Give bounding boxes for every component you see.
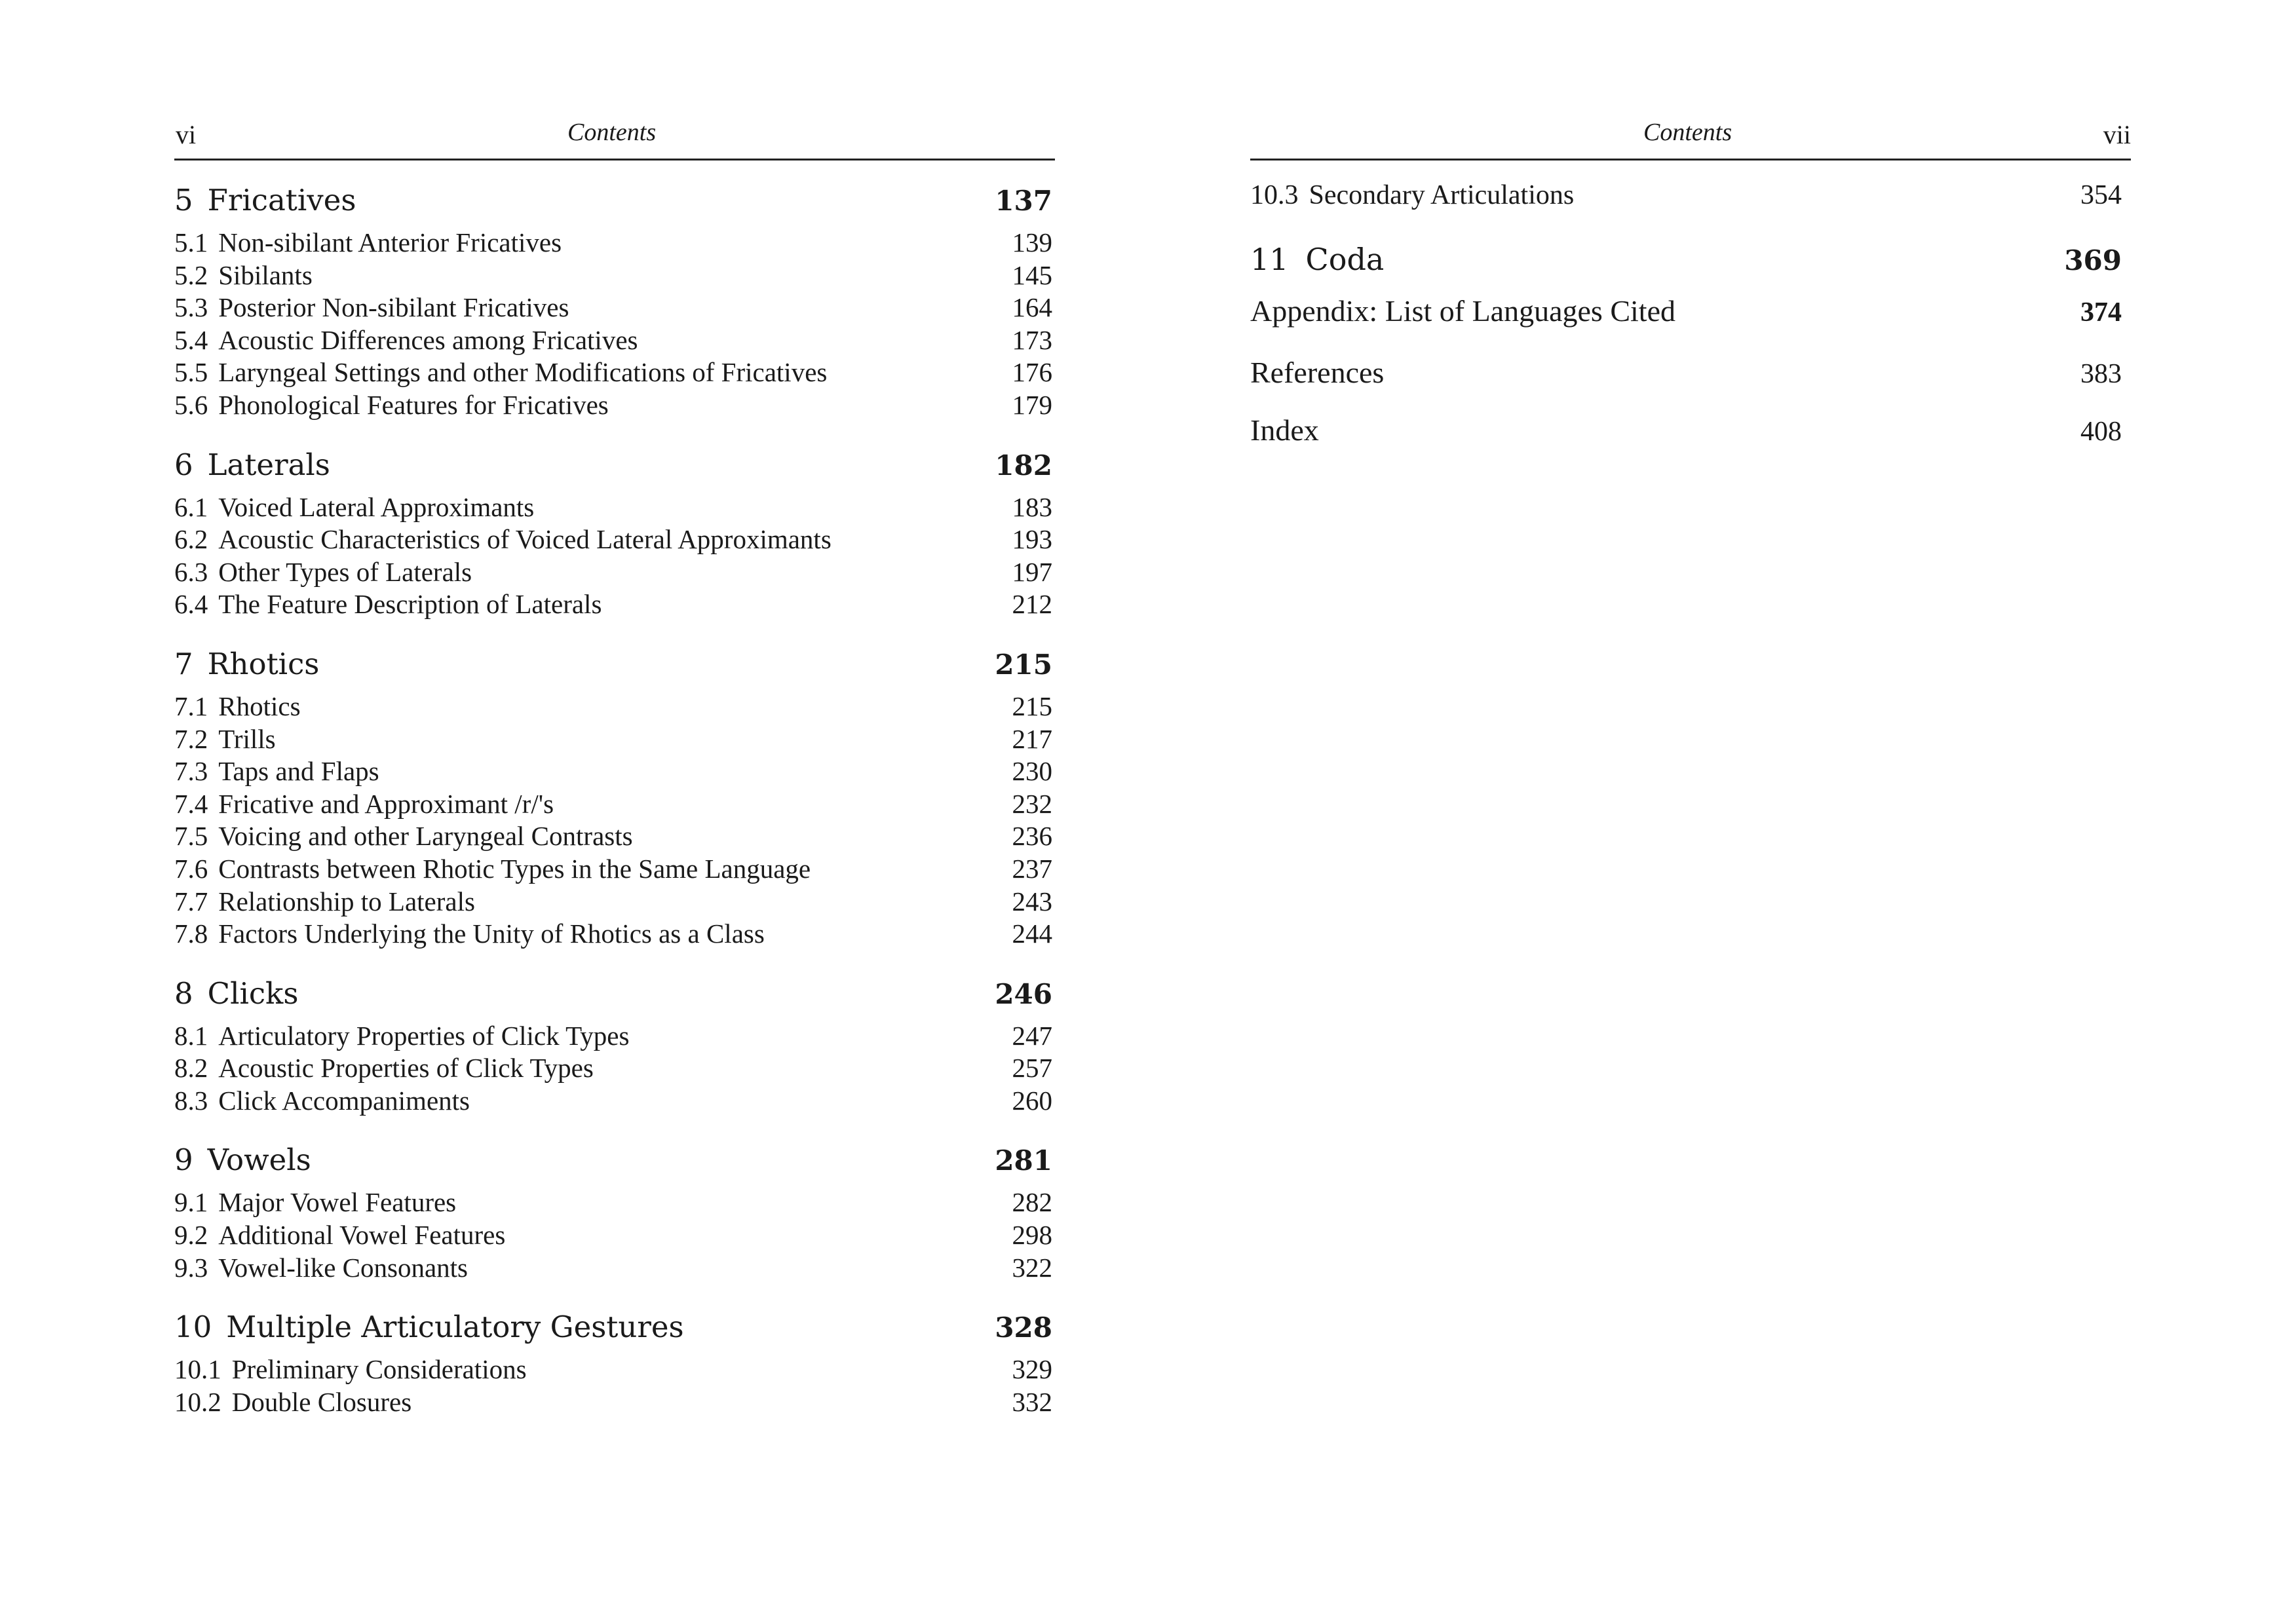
chapter-number: 9 — [174, 1142, 193, 1178]
chapter-heading[interactable] — [1250, 236, 2131, 283]
toc-chapter — [174, 641, 1055, 951]
chapter-heading[interactable] — [174, 442, 1055, 489]
section-number: 5.6 — [174, 389, 208, 420]
section-title: The Feature Description of Laterals — [218, 589, 602, 620]
chapter-title: Rhotics — [207, 646, 320, 681]
running-title: Contents — [567, 119, 657, 146]
chapter-title: Coda — [1305, 242, 1385, 277]
section-page: 217 — [1012, 723, 1052, 754]
section-title: Major Vowel Features — [218, 1187, 457, 1218]
chapter-number: 11 — [1250, 242, 1289, 277]
references-title: References — [1250, 356, 1385, 389]
toc-section[interactable] — [174, 853, 1055, 886]
toc-section[interactable] — [174, 588, 1055, 621]
section-number: 7.6 — [174, 853, 208, 884]
toc-index[interactable] — [1250, 407, 2131, 453]
toc-section[interactable] — [174, 1219, 1055, 1252]
left-page-header — [174, 115, 1055, 161]
chapter-heading[interactable] — [174, 641, 1055, 688]
index-page: 408 — [2080, 417, 2122, 447]
section-page: 193 — [1012, 524, 1052, 555]
toc-section[interactable] — [174, 491, 1055, 524]
chapter-page: 369 — [2064, 244, 2122, 276]
section-title: Preliminary Considerations — [231, 1354, 527, 1385]
chapter-page: 182 — [995, 449, 1052, 482]
section-number: 9.3 — [174, 1252, 208, 1283]
section-page: 197 — [1012, 556, 1052, 587]
chapter-heading[interactable] — [174, 1137, 1055, 1184]
chapter-page: 215 — [995, 648, 1052, 681]
toc-section[interactable] — [174, 918, 1055, 951]
chapter-number: 7 — [174, 646, 193, 681]
section-page: 322 — [1012, 1252, 1052, 1283]
section-number: 7.8 — [174, 918, 208, 949]
section-number: 10.3 — [1250, 180, 1299, 210]
toc-references[interactable] — [1250, 350, 2131, 396]
table-of-contents-continued — [1250, 176, 2131, 453]
appendix-page: 374 — [2080, 297, 2122, 328]
section-number: 7.5 — [174, 821, 208, 852]
section-title: Acoustic Properties of Click Types — [218, 1053, 594, 1084]
section-page: 236 — [1012, 821, 1052, 852]
section-number: 10.2 — [174, 1386, 221, 1417]
section-title: Acoustic Characteristics of Voiced Lateral Approximants — [218, 524, 832, 555]
section-title: Articulatory Properties of Click Types — [218, 1020, 630, 1051]
toc-section[interactable] — [174, 1020, 1055, 1053]
chapter-page: 246 — [995, 977, 1052, 1010]
references-page: 383 — [2080, 359, 2122, 389]
toc-section[interactable] — [174, 1085, 1055, 1118]
section-title: Secondary Articulations — [1309, 180, 1575, 210]
section-page: 247 — [1012, 1020, 1052, 1051]
toc-chapter — [174, 1304, 1055, 1418]
toc-section[interactable] — [174, 788, 1055, 821]
toc-chapter — [174, 442, 1055, 621]
section-number: 6.3 — [174, 556, 208, 587]
section-number: 6.1 — [174, 491, 208, 522]
toc-section[interactable] — [174, 556, 1055, 589]
toc-section[interactable] — [174, 1052, 1055, 1085]
section-page: 230 — [1012, 756, 1052, 787]
page-folio: vi — [176, 120, 197, 149]
chapter-number: 5 — [174, 183, 193, 217]
chapter-number: 8 — [174, 975, 193, 1011]
section-number: 7.3 — [174, 756, 208, 787]
section-page: 145 — [1012, 259, 1052, 290]
section-page: 212 — [1012, 589, 1052, 620]
chapter-title: Vowels — [207, 1142, 311, 1178]
section-title: Non-sibilant Anterior Fricatives — [218, 227, 562, 257]
chapter-title: Multiple Articulatory Gestures — [226, 1310, 684, 1345]
chapter-title: Laterals — [207, 447, 330, 482]
toc-section[interactable] — [174, 1186, 1055, 1219]
section-page: 260 — [1012, 1085, 1052, 1116]
page-folio: vii — [2103, 120, 2131, 149]
toc-section[interactable] — [1250, 176, 2131, 215]
section-page: 244 — [1012, 918, 1052, 949]
section-page: 232 — [1012, 788, 1052, 819]
section-title: Relationship to Laterals — [218, 886, 475, 916]
section-number: 5.2 — [174, 259, 208, 290]
toc-section[interactable] — [174, 1386, 1055, 1419]
section-number: 6.4 — [174, 589, 208, 620]
section-number: 8.1 — [174, 1020, 208, 1051]
toc-chapter — [174, 970, 1055, 1118]
section-number: 5.3 — [174, 292, 208, 323]
toc-section[interactable] — [174, 1252, 1055, 1285]
section-page: 176 — [1012, 357, 1052, 388]
section-page: 237 — [1012, 853, 1052, 884]
toc-chapter — [174, 1137, 1055, 1284]
right-page — [1250, 0, 2131, 1624]
section-number: 7.1 — [174, 690, 208, 721]
section-number: 10.1 — [174, 1354, 221, 1385]
toc-section[interactable] — [174, 523, 1055, 556]
section-page: 183 — [1012, 491, 1052, 522]
chapter-page: 328 — [995, 1312, 1052, 1344]
section-page: 179 — [1012, 389, 1052, 420]
section-number: 5.4 — [174, 324, 208, 355]
chapter-title: Fricatives — [207, 183, 356, 217]
section-number: 9.2 — [174, 1220, 208, 1251]
section-title: Additional Vowel Features — [218, 1220, 506, 1251]
left-page — [174, 0, 1055, 1624]
toc-section[interactable] — [174, 755, 1055, 788]
running-title: Contents — [1643, 119, 1732, 146]
section-number: 7.2 — [174, 723, 208, 754]
section-title: Vowel-like Consonants — [218, 1252, 469, 1283]
section-page: 329 — [1012, 1354, 1052, 1385]
index-title: Index — [1250, 413, 1319, 447]
chapter-number: 10 — [174, 1310, 212, 1345]
section-title: Factors Underlying the Unity of Rhotics as a Class — [218, 918, 765, 949]
section-title: Laryngeal Settings and other Modifications of Fricatives — [218, 357, 828, 388]
section-number: 8.2 — [174, 1053, 208, 1084]
chapter-page: 281 — [995, 1144, 1052, 1177]
section-title: Voicing and other Laryngeal Contrasts — [218, 821, 633, 852]
section-title: Acoustic Differences among Fricatives — [218, 324, 638, 355]
chapter-heading[interactable] — [174, 970, 1055, 1017]
toc-section[interactable] — [174, 389, 1055, 422]
section-number: 5.5 — [174, 357, 208, 388]
section-title: Click Accompaniments — [218, 1085, 470, 1116]
section-title: Taps and Flaps — [218, 756, 379, 787]
section-page: 282 — [1012, 1187, 1052, 1218]
section-title: Fricative and Approximant /r/'s — [218, 788, 554, 819]
toc-section[interactable] — [174, 227, 1055, 259]
toc-section[interactable] — [174, 820, 1055, 853]
right-page-header — [1250, 115, 2131, 161]
section-number: 7.7 — [174, 886, 208, 916]
toc-chapter — [174, 177, 1055, 422]
section-title: Trills — [218, 723, 276, 754]
section-title: Rhotics — [218, 690, 301, 721]
section-title: Other Types of Laterals — [218, 556, 472, 587]
toc-section[interactable] — [174, 690, 1055, 723]
section-title: Sibilants — [218, 259, 313, 290]
section-page: 257 — [1012, 1053, 1052, 1084]
toc-section[interactable] — [174, 356, 1055, 389]
section-page: 173 — [1012, 324, 1052, 355]
section-title: Phonological Features for Fricatives — [218, 389, 609, 420]
section-page: 164 — [1012, 292, 1052, 323]
section-number: 8.3 — [174, 1085, 208, 1116]
section-page: 298 — [1012, 1220, 1052, 1251]
toc-section[interactable] — [174, 886, 1055, 918]
section-number: 9.1 — [174, 1187, 208, 1218]
section-page: 139 — [1012, 227, 1052, 257]
section-page: 215 — [1012, 690, 1052, 721]
table-of-contents — [174, 177, 1055, 1438]
section-number: 6.2 — [174, 524, 208, 555]
chapter-number: 6 — [174, 447, 193, 482]
section-title: Voiced Lateral Approximants — [218, 491, 535, 522]
section-title: Posterior Non-sibilant Fricatives — [218, 292, 569, 323]
section-title: Double Closures — [231, 1386, 412, 1417]
chapter-title: Clicks — [207, 975, 299, 1011]
section-title: Contrasts between Rhotic Types in the Same Language — [218, 853, 811, 884]
toc-section[interactable] — [174, 292, 1055, 324]
section-page: 332 — [1012, 1386, 1052, 1417]
section-page: 354 — [2080, 180, 2122, 210]
chapter-heading[interactable] — [174, 177, 1055, 224]
chapter-heading[interactable] — [174, 1304, 1055, 1351]
section-page: 243 — [1012, 886, 1052, 916]
toc-section[interactable] — [174, 723, 1055, 756]
section-number: 5.1 — [174, 227, 208, 257]
section-number: 7.4 — [174, 788, 208, 819]
toc-section[interactable] — [174, 259, 1055, 292]
appendix-title: Appendix: List of Languages Cited — [1250, 294, 1675, 328]
toc-appendix[interactable] — [1250, 288, 2131, 334]
chapter-page: 137 — [995, 185, 1052, 217]
toc-section[interactable] — [174, 324, 1055, 357]
toc-section[interactable] — [174, 1353, 1055, 1386]
